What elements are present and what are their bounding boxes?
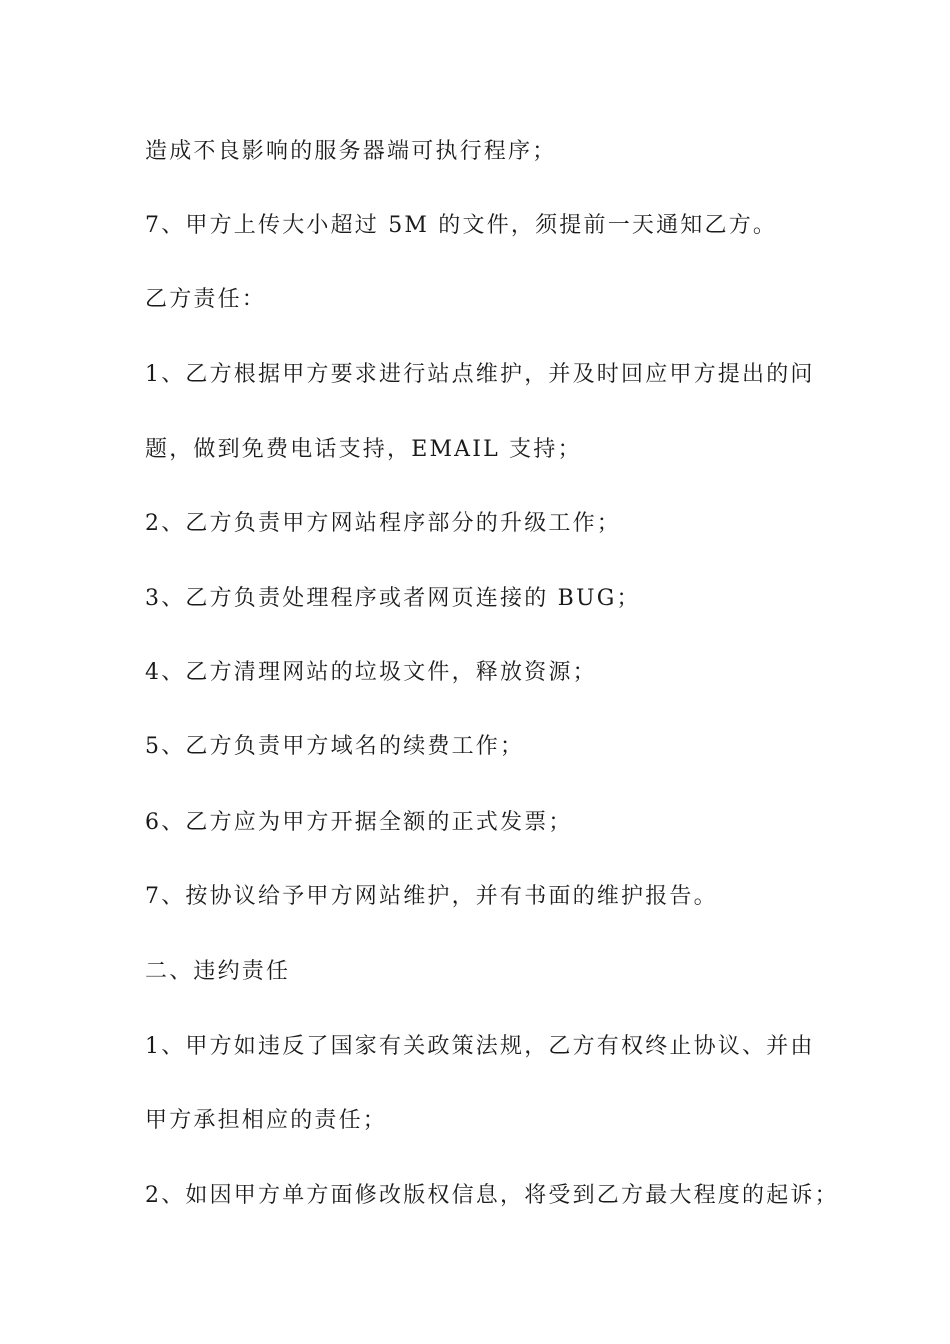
text-line-item-7-party-a: 7、甲方上传大小超过 5M 的文件，须提前一天通知乙方。 xyxy=(145,213,778,238)
text-line-breach-item-1: 1、甲方如违反了国家有关政策法规，乙方有权终止协议、并由 xyxy=(145,1034,815,1059)
text-line-item-1-continuation: 题，做到免费电话支持，EMAIL 支持； xyxy=(145,437,582,462)
text-line-item-1-party-b: 1、乙方根据甲方要求进行站点维护，并及时回应甲方提出的问 xyxy=(145,362,815,387)
text-line-item-6-party-b: 6、乙方应为甲方开据全额的正式发票； xyxy=(145,810,573,835)
text-line-breach-item-2: 2、如因甲方单方面修改版权信息，将受到乙方最大程度的起诉； xyxy=(145,1183,839,1208)
text-line-breach-item-1-continuation: 甲方承担相应的责任； xyxy=(145,1108,388,1133)
text-line-item-4-party-b: 4、乙方清理网站的垃圾文件，释放资源； xyxy=(145,660,597,685)
text-line-item-3-party-b: 3、乙方负责处理程序或者网页连接的 BUG； xyxy=(145,586,641,611)
text-line-item-2-party-b: 2、乙方负责甲方网站程序部分的升级工作； xyxy=(145,511,621,536)
text-line-item-5-party-b: 5、乙方负责甲方域名的续费工作； xyxy=(145,734,525,759)
section-heading-breach: 二、违约责任 xyxy=(145,959,291,984)
section-heading-party-b: 乙方责任： xyxy=(145,287,267,312)
text-line-item-7-party-b: 7、按协议给予甲方网站维护，并有书面的维护报告。 xyxy=(145,884,718,909)
text-line-continuation: 造成不良影响的服务器端可执行程序； xyxy=(145,139,557,164)
